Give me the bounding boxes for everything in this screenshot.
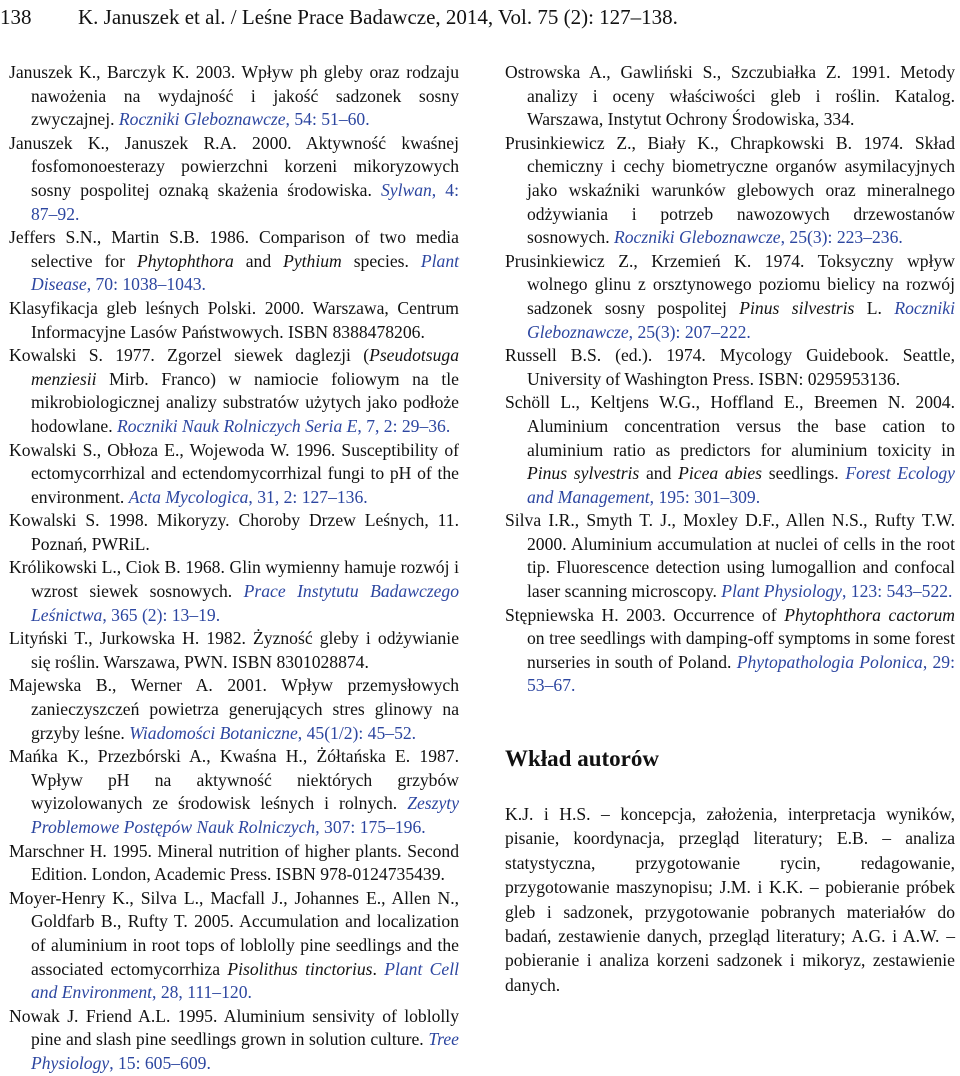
source-details: , 365 (2): 13–19. [102, 604, 221, 625]
reference-text: Lityński T., Jurkowska H. 1982. Żyzność gleby i odżywianie się roślin. Warszawa, PWN. ISBN 8301028874. [9, 628, 459, 672]
italic-term: Phytophthora [137, 250, 234, 271]
reference-entry [9, 61, 459, 132]
reference-text: Kowalski S., Obłoza E., Wojewoda W. 1996. Susceptibility of ectomycorrhizal and ectendomycorrhizal fungi to pH of the environment. [9, 439, 459, 507]
source-details: , 45(1/2): 45–52. [297, 722, 417, 743]
right-column [505, 61, 955, 997]
reference-text: and [233, 250, 284, 271]
reference-text: Januszek K., Januszek R.A. 2000. Aktywność kwaśnej fosfomonoesterazy powierzchni korzeni mikoryzowych sosny pospolitej oznaką skażenia środowiska. [9, 132, 459, 200]
source-details: , 29: 53–67. [527, 651, 955, 696]
italic-term: Picea abies [678, 463, 763, 484]
italic-term: Pseudotsuga menziesii [31, 345, 459, 389]
running-title: K. Januszek et al. / Leśne Prace Badawcze, 2014, Vol. 75 (2): 127–138. [78, 5, 678, 29]
reference-text: seedlings. [762, 463, 846, 484]
source-details: , 4: 87–92. [31, 179, 459, 224]
italic-term: Pythium [283, 250, 342, 271]
italic-term: Pinus sylvestris [527, 463, 640, 484]
reference-text: Schöll L., Keltjens W.G., Hoffland E., Breemen N. 2004. Aluminium concentration versus the base cation to aluminium ratio as predictors for aluminium toxicity in [505, 392, 955, 460]
reference-entry [9, 297, 459, 344]
reference-text: Majewska B., Werner A. 2001. Wpływ przemysłowych zanieczyszczeń powietrza generujących stres glinowy na grzyby leśne. [9, 675, 459, 743]
source-details: , 25(3): 207–222. [628, 321, 751, 342]
source-title: Roczniki Nauk Rolniczych Seria E [117, 415, 358, 436]
page-number: 138 [0, 5, 32, 29]
reference-entry [9, 226, 459, 297]
reference-text: Prusinkiewicz Z., Krzemień K. 1974. Toksyczny wpływ wolnego glinu z orsztynowego poziomu bielicy na rozwój sadzonek sosny pospolitej [505, 250, 955, 318]
reference-text: . [372, 958, 385, 979]
reference-entry [9, 887, 459, 1005]
source-details: , 195: 301–309. [649, 486, 761, 507]
left-column [9, 61, 459, 1076]
source-title: Plant Disease [31, 250, 460, 295]
reference-entry [9, 556, 459, 627]
italic-term: Pinus silvestris [739, 297, 855, 318]
source-link [119, 109, 370, 129]
source-link [117, 416, 450, 436]
reference-entry [9, 1005, 459, 1076]
reference-text: Silva I.R., Smyth T. J., Moxley D.F., Allen N.S., Rufty T.W. 2000. Aluminium accumulation at nuclei of cells in the root tip. Fluorescence detection using lumogallion and confocal laser scanning microscopy. [505, 510, 955, 602]
reference-text: Moyer-Henry K., Silva L., Macfall J., Johannes E., Allen N., Goldfarb B., Rufty T. 2005. Accumulation and localization of aluminium in root tops of loblolly pine seedlings and the associated ectomycorrhiza [9, 887, 459, 979]
reference-text: Prusinkiewicz Z., Biały K., Chrapkowski B. 1974. Skład chemiczny i cechy biometryczne organów asymilacyjnych jako wskaźniki warunków glebowych oraz mineralnego odżywiania i potrzeb nawozowych drzewostanów sosnowych. [505, 132, 955, 248]
source-title: Forest Ecology and Management [527, 463, 955, 507]
reference-text: Kowalski S. 1998. Mikoryzy. Choroby Drzew Leśnych, 11. Poznań, PWRiL. [9, 510, 459, 554]
source-details: , 70: 1038–1043. [86, 274, 206, 295]
source-title: Sylwan [380, 179, 432, 200]
source-details: , 307: 175–196. [315, 817, 426, 837]
reference-text: Jeffers S.N., Martin S.B. 1986. Comparison of two media selective for [9, 227, 459, 271]
running-header [0, 2, 960, 38]
reference-entry [505, 509, 955, 603]
author-contributions: K.J. i H.S. – koncepcja, założenia, interpretacja wyników, pisanie, koordynacja, przegląd literatury; E.B. – analiza statystyczna, przygotowanie rycin, redagowanie, przygotowanie maszynopisu; J.M. i K.K. – pobieranie próbek gleb i sadzonek, przygotowanie pobranych materiałów do badań, zestawienie danych, przegląd literatury; A.G. i A.W. – pobieranie i analiza korzeni sadzonek i mikoryz, zestawienie danych. [505, 804, 955, 995]
italic-term: Pisolithus tinctorius [227, 958, 373, 979]
reference-text: Januszek K., Barczyk K. 2003. Wpływ ph gleby oraz rodzaju nawożenia na wydajność i jakość sadzonek sosny zwyczajnej. [9, 62, 459, 130]
italic-term: Phytophthora cactorum [784, 604, 955, 625]
reference-text: Mańka K., Przezbórski A., Kwaśna H., Żółtańska E. 1987. Wpływ pH na aktywność niektórych grzybów wyizolowanych ze środowisk leśnych i rolnych. [9, 746, 459, 814]
reference-entry [9, 509, 459, 556]
reference-entry [505, 391, 955, 509]
source-link [614, 227, 903, 247]
source-title: Roczniki Gleboznawcze [527, 297, 955, 342]
reference-text: Mirb. Franco) w namiocie foliowym na tle mikrobiologicznej analizy substratów użytych jako podłoże hodowlane. [31, 368, 459, 436]
reference-text: Królikowski L., Ciok B. 1968. Glin wymienny hamuje rozwój i wzrost siewek sosnowych. [9, 557, 459, 602]
source-title: Wiadomości Botaniczne [129, 722, 298, 743]
section-heading: Wkład autorów [505, 746, 659, 772]
source-link [721, 581, 952, 601]
right-references [505, 61, 955, 698]
source-title: Prace Instytutu Badawczego Leśnictwa [31, 581, 460, 625]
reference-text: Kowalski S. 1977. Zgorzel siewek daglezji ( [9, 345, 370, 366]
reference-entry [9, 132, 459, 226]
reference-entry [505, 344, 955, 391]
source-details: , 28, 111–120. [152, 982, 252, 1003]
reference-text: Stępniewska H. 2003. Occurrence of [505, 604, 785, 625]
reference-entry [9, 439, 459, 510]
reference-text: and [639, 463, 679, 484]
reference-text: Klasyfikacja gleb leśnych Polski. 2000. Warszawa, Centrum Informacyjne Lasów Państwowych. ISBN 8388478206. [9, 297, 459, 342]
reference-entry [9, 344, 459, 438]
reference-text: species. [341, 250, 421, 271]
reference-text: Marschner H. 1995. Mineral nutrition of higher plants. Second Edition. London, Academic Press. ISBN 978-0124735439. [9, 840, 459, 885]
reference-text: Nowak J. Friend A.L. 1995. Aluminium sensivity of loblolly pine and slash pine seedlings grown in solution culture. [9, 1005, 459, 1050]
reference-entry [9, 745, 459, 839]
source-details: , 15: 605–609. [109, 1052, 211, 1073]
source-title: Acta Mycologica [128, 486, 249, 507]
source-title: Plant Physiology [721, 581, 842, 602]
source-title: Zeszyty Problemowe Postępów Nauk Rolniczych [31, 793, 459, 837]
source-details: , 7, 2: 29–36. [357, 415, 451, 436]
source-title: Phytopathologia Polonica [736, 651, 923, 672]
reference-entry [9, 840, 459, 887]
source-title: Plant Cell and Environment [31, 958, 459, 1003]
reference-entry [9, 627, 459, 674]
source-details: , 31, 2: 127–136. [248, 486, 368, 507]
source-details: , 54: 51–60. [285, 109, 370, 130]
reference-text: Ostrowska A., Gawliński S., Szczubiałka Z. 1991. Metody analizy i oceny właściwości gleb i roślin. Katalog. Warszawa, Instytut Ochrony Środowiska, 334. [505, 62, 955, 130]
reference-entry [505, 250, 955, 344]
reference-text: on tree seedlings with damping-off symptoms in some forest nurseries in south of Poland. [527, 628, 955, 672]
reference-text: L. [854, 297, 895, 318]
reference-entry [505, 132, 955, 250]
source-link [129, 723, 416, 743]
source-link [129, 487, 368, 507]
reference-entry [505, 604, 955, 698]
source-title: Roczniki Gleboznawcze [118, 109, 286, 130]
source-details: , 25(3): 223–236. [780, 227, 903, 248]
source-details: , 123: 543–522. [842, 581, 953, 602]
source-title: Tree Physiology [31, 1029, 459, 1073]
source-title: Roczniki Gleboznawcze [614, 227, 781, 248]
reference-entry [9, 674, 459, 745]
reference-entry [505, 61, 955, 132]
reference-text: Russell B.S. (ed.). 1974. Mycology Guidebook. Seattle, University of Washington Press. ISBN: 0295953136. [505, 345, 955, 389]
